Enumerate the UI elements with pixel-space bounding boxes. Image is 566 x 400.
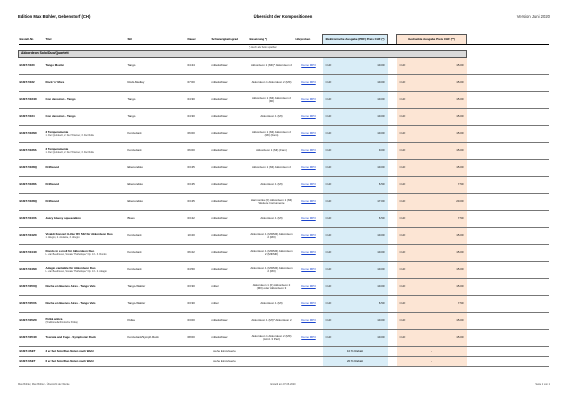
table-row xyxy=(19,279,549,296)
print-currency: CHF xyxy=(397,330,421,347)
duration-cell: 03:45 xyxy=(187,160,211,177)
difficulty-cell: mittelschwer xyxy=(211,58,249,75)
pdf-price: 10.00 xyxy=(350,228,388,245)
order-number: BUET-5036S xyxy=(19,143,45,160)
instrumentation-cell: Akkordeon 1 Akkordeon 2 (MII) (Acrd. 3 Part) xyxy=(249,330,295,347)
table-row xyxy=(19,177,549,194)
instrumentation-cell: Akkordeon 1 (MI)* Akkordeon 2 xyxy=(249,313,295,330)
order-number: BUET-5044D xyxy=(19,245,45,262)
print-discount: - xyxy=(397,347,467,357)
set-title: 6 er Set Solo/Duo Noten nach Wahl xyxy=(45,357,127,367)
duration-cell: 06:22 xyxy=(187,245,211,262)
order-number: BUET-5050Q xyxy=(19,279,45,296)
piece-subtitle: L. van Beethoven, Sonate "Pathétique" Op. 13 - 2. Adagio xyxy=(45,270,107,273)
instrumentation-cell: Akkordeon 1 (MI) Akkordeon 2 xyxy=(249,160,295,177)
pdf-price: 10.00 xyxy=(350,109,388,126)
duration-cell: 04:30 xyxy=(187,109,211,126)
table-row xyxy=(19,262,549,279)
pdf-currency: CHF xyxy=(323,143,350,160)
piece-title: Polkà antica (Traditionelle/Finnische Polka) xyxy=(45,313,127,330)
order-number: BUET-5030 xyxy=(19,58,45,75)
instrumentation-cell: Akkordeon 1 (MII/MII) Akkordeon 2 (MII) xyxy=(249,262,295,279)
table-row xyxy=(19,357,549,367)
style-cell: Ebenundsto xyxy=(127,177,187,194)
style-cell: Tango xyxy=(127,92,187,109)
instrumentation-cell: Akkordeon 1 (F) Akkordeon 2 (MII) oder Akkordeon 3 xyxy=(249,279,295,296)
order-number: BUET-5040S xyxy=(19,211,45,228)
audio-sample-link[interactable]: Demo MP3 xyxy=(295,313,323,330)
pdf-currency: CHF xyxy=(323,126,350,143)
difficulty-cell: mittelschwer xyxy=(211,330,249,347)
pdf-price: 10.00 xyxy=(350,245,388,262)
pdf-currency: CHF xyxy=(323,75,350,92)
print-price: 15.00 xyxy=(421,143,467,160)
style-cell: Ebenundsto xyxy=(127,194,187,211)
order-number: BUET-5042D xyxy=(19,228,45,245)
print-currency: CHF xyxy=(397,160,421,177)
audio-sample-link[interactable]: Demo MP3 xyxy=(295,194,323,211)
audio-sample-link[interactable]: Demo MP3 xyxy=(295,75,323,92)
duration-cell: 10:20 xyxy=(187,228,211,245)
order-number: BUET-5038Q xyxy=(19,160,45,177)
pdf-currency: CHF xyxy=(323,296,350,313)
style-cell: Konzertant xyxy=(127,126,187,143)
order-number: BUET-5034 xyxy=(19,109,45,126)
order-number: BUET-3SET xyxy=(19,347,45,357)
order-number: BUET-5050S xyxy=(19,296,45,313)
piece-title: Con devozion - Tango xyxy=(45,92,127,109)
table-row xyxy=(19,160,549,177)
version-label: Version Juni 2020 xyxy=(516,14,550,19)
page-title: Übersicht der Kompositionen xyxy=(253,14,313,19)
audio-sample-link[interactable]: Demo MP3 xyxy=(295,126,323,143)
set-note: siehe Einzelwerte xyxy=(127,357,323,367)
duration-cell: 04:50 xyxy=(187,262,211,279)
pdf-price: 10.00 xyxy=(350,92,388,109)
duration-cell: 03:30 xyxy=(187,296,211,313)
pdf-price: 6.50 xyxy=(350,211,388,228)
table-row xyxy=(19,75,549,92)
duration-cell: 04:30 xyxy=(187,92,211,109)
audio-sample-link[interactable]: Demo MP3 xyxy=(295,109,323,126)
print-price: 15.00 xyxy=(421,330,467,347)
print-currency: CHF xyxy=(397,245,421,262)
compositions-table xyxy=(18,34,549,367)
table-row xyxy=(19,228,549,245)
print-currency: CHF xyxy=(397,143,421,160)
pdf-price: 10.00 xyxy=(350,126,388,143)
audio-sample-link[interactable]: Demo MP3 xyxy=(295,177,323,194)
order-number: BUET-5036D xyxy=(19,126,45,143)
style-cell: Tango-Walzer xyxy=(127,296,187,313)
style-cell: Ebenundsto xyxy=(127,160,187,177)
audio-sample-link[interactable]: Demo MP3 xyxy=(295,228,323,245)
pdf-currency: CHF xyxy=(323,194,350,211)
instrumentation-cell: Akkordeon 1 (MI) (Fam) xyxy=(249,143,295,160)
pdf-price: 10.00 xyxy=(350,262,388,279)
pdf-currency: CHF xyxy=(323,279,350,296)
col-print-price: Gedruckte Ausgabe Preis CHF (**) xyxy=(397,35,467,45)
print-price: 15.00 xyxy=(421,75,467,92)
table-row xyxy=(19,126,549,143)
pdf-currency: CHF xyxy=(323,330,350,347)
order-number: BUET-5052D xyxy=(19,313,45,330)
order-number: BUET-5034D xyxy=(19,92,45,109)
col-bestell: Bestell-Nr. xyxy=(19,35,45,45)
table-row xyxy=(19,347,549,357)
instrumentation-cell: Akkordeon 1 (MI) xyxy=(249,296,295,313)
instrumentation-cell: Akkordeon 1 (MI) xyxy=(249,211,295,228)
print-price: 15.00 xyxy=(421,245,467,262)
difficulty-cell: mittelschwer xyxy=(211,75,249,92)
pdf-currency: CHF xyxy=(323,228,350,245)
difficulty-cell: mittelschwer xyxy=(211,313,249,330)
difficulty-cell: mittelschwer xyxy=(211,109,249,126)
instrumentation-cell: Harmonika (F) Akkordeon 1 (MI) Weitere Instrumente xyxy=(249,194,295,211)
duration-cell: 04:44 xyxy=(187,58,211,75)
piece-title: Rock 'n' More xyxy=(45,75,127,92)
print-price: 7.50 xyxy=(421,296,467,313)
style-cell: Tango xyxy=(127,58,187,75)
print-currency: CHF xyxy=(397,279,421,296)
table-row xyxy=(19,211,549,228)
print-price: 7.50 xyxy=(421,177,467,194)
pdf-currency: CHF xyxy=(323,58,350,75)
instrumentation-cell: Akkordeon 1 (MII)* Akkordeon 2 xyxy=(249,58,295,75)
style-cell: Konzertant xyxy=(127,143,187,160)
audio-sample-link[interactable]: Demo MP3 xyxy=(295,262,323,279)
piece-title: Driftwood xyxy=(45,160,127,177)
piece-title: Toccata and Fuge - Symphonic Rock xyxy=(45,330,127,347)
difficulty-cell: mittelschwer xyxy=(211,194,249,211)
duration-cell: 03:30 xyxy=(187,279,211,296)
style-cell: Polka xyxy=(127,313,187,330)
print-price: 15.00 xyxy=(421,109,467,126)
pdf-currency: CHF xyxy=(323,313,350,330)
difficulty-cell: mittelschwer xyxy=(211,228,249,245)
pdf-price: 10.00 xyxy=(350,58,388,75)
pdf-discount: 20 % Rabatt xyxy=(323,357,388,367)
section-header: Akkordeon Solo/Duo/Quartett xyxy=(19,51,549,58)
print-price: 15.00 xyxy=(421,279,467,296)
duration-cell: 03:45 xyxy=(187,177,211,194)
table-row xyxy=(19,109,549,126)
table-row xyxy=(19,58,549,75)
print-price: 20.00 xyxy=(421,194,467,211)
piece-subtitle: 1. Der Quirukelz, 2. Der Träumer, 3. Der Rolle xyxy=(45,151,94,154)
style-cell: Tango-Walzer xyxy=(127,279,187,296)
duration-cell: 08:00 xyxy=(187,330,211,347)
difficulty-cell: mittelschwer xyxy=(211,177,249,194)
pdf-price: 10.00 xyxy=(350,313,388,330)
footer-center: Erstellt am 07.06.2020 xyxy=(270,383,296,386)
pdf-price: 17.00 xyxy=(350,194,388,211)
set-title: 3 er Set Solo/Duo Noten nach Wahl xyxy=(45,347,127,357)
instrumentation-cell: Akkordeon 1 Akkordeon 2 (MII) xyxy=(249,75,295,92)
print-price: 15.00 xyxy=(421,262,467,279)
order-number: BUET-5032 xyxy=(19,75,45,92)
table-row xyxy=(19,143,549,160)
difficulty-cell: mittel xyxy=(211,296,249,313)
pdf-currency: CHF xyxy=(323,262,350,279)
instrumentation-cell: Akkordeon 1 (MI) Akkordeon 2 (MI) xyxy=(249,92,295,109)
order-number: BUET-5038S xyxy=(19,177,45,194)
col-hoerproben: Hörproben xyxy=(295,35,323,45)
instrumentation-cell: Akkordeon 1 (MI) xyxy=(249,109,295,126)
col-grad: Schwierigkeitsgrad xyxy=(211,35,249,45)
print-price: 15.00 xyxy=(421,92,467,109)
print-price: 15.00 xyxy=(421,313,467,330)
piece-title: Noche en Buenos Aires - Tango Vals xyxy=(45,279,127,296)
instrumentation-cell: Akkordeon 1 (MI) xyxy=(249,177,295,194)
publisher-name: Edition Max Bühler, Gebenstorf (CH) xyxy=(18,14,91,19)
order-number: BUET-5054D xyxy=(19,330,45,347)
piece-subtitle: L. van Beethoven, Sonate "Pathétique" Op. 13 - 3. Rondo xyxy=(45,253,107,256)
pdf-currency: CHF xyxy=(323,245,350,262)
style-cell: Tango xyxy=(127,109,187,126)
print-currency: CHF xyxy=(397,211,421,228)
style-cell: Konzertant xyxy=(127,228,187,245)
print-currency: CHF xyxy=(397,126,421,143)
instrumentation-cell: Akkordeon 1 (MII/MII) Akkordeon 2 (MII) xyxy=(249,228,295,245)
duration-cell: 03:00 xyxy=(187,313,211,330)
pdf-price: 9.00 xyxy=(350,143,388,160)
print-currency: CHF xyxy=(397,262,421,279)
style-cell: Konzertant xyxy=(127,245,187,262)
style-cell: Konzertant/Symph.Rock xyxy=(127,330,187,347)
footer-right: Seite 1 von 1 xyxy=(535,383,550,386)
piece-title: 3 Temperamente 1. Der Quirukelz, 2. Der Träumer, 3. Der Rolle xyxy=(45,143,127,160)
pdf-currency: CHF xyxy=(323,211,350,228)
print-currency: CHF xyxy=(397,109,421,126)
pdf-currency: CHF xyxy=(323,177,350,194)
style-cell: Konzertant xyxy=(127,262,187,279)
table-row xyxy=(19,92,549,109)
piece-title: Driftwood xyxy=(45,194,127,211)
pdf-price: 6.50 xyxy=(350,177,388,194)
order-number: BUET-5038Q xyxy=(19,194,45,211)
print-price: 15.00 xyxy=(421,160,467,177)
difficulty-cell: mittelschwer xyxy=(211,143,249,160)
piece-title: Adagio cantabile für Akkordeon Duo L. van Beethoven, Sonate "Pathétique" Op. 13 - 2. Adagio xyxy=(45,262,127,279)
col-stil: Stil xyxy=(127,35,187,45)
instrumentation-cell: Akkordeon 1 (MII/MII) Akkordeon 2 (MII/MII) xyxy=(249,245,295,262)
print-currency: CHF xyxy=(397,177,421,194)
table-row xyxy=(19,194,549,211)
table-row xyxy=(19,245,549,262)
difficulty-cell: mittelschwer xyxy=(211,262,249,279)
piece-subtitle: (Traditionelle/Finnische Polka) xyxy=(45,321,78,324)
print-price: 15.00 xyxy=(421,228,467,245)
duration-cell: 06:00 xyxy=(187,126,211,143)
col-pdf-price: Elektronische Ausgabe (PDF) Preis CHF (*) xyxy=(323,35,388,45)
instrumentation-cell: Akkordeon 1 (MI) Akkordeon 2 (MI) (Fam) xyxy=(249,126,295,143)
piece-title: 3 Temperamente 1. Der Quirukelz, 2. Der Träumer, 3. Der Rolle xyxy=(45,126,127,143)
print-price: 7.50 xyxy=(421,211,467,228)
table-row xyxy=(19,296,549,313)
difficulty-cell: mittelschwer xyxy=(211,92,249,109)
audio-sample-link[interactable]: Demo MP3 xyxy=(295,279,323,296)
audio-sample-link[interactable]: Demo MP3 xyxy=(295,92,323,109)
print-price: 15.00 xyxy=(421,126,467,143)
difficulty-cell: mittelschwer xyxy=(211,245,249,262)
duration-cell: 03:42 xyxy=(187,211,211,228)
audio-sample-link[interactable]: Demo MP3 xyxy=(295,330,323,347)
audio-sample-link[interactable]: Demo MP3 xyxy=(295,143,323,160)
table-header-row xyxy=(19,35,549,45)
difficulty-cell: mittelschwer xyxy=(211,160,249,177)
print-currency: CHF xyxy=(397,75,421,92)
audio-sample-link[interactable]: Demo MP3 xyxy=(295,58,323,75)
difficulty-cell: mittelschwer xyxy=(211,211,249,228)
pdf-price: 6.50 xyxy=(350,296,388,313)
print-currency: CHF xyxy=(397,296,421,313)
difficulty-cell: mittel xyxy=(211,279,249,296)
pdf-currency: CHF xyxy=(323,160,350,177)
table-row xyxy=(19,330,549,347)
print-currency: CHF xyxy=(397,58,421,75)
duration-cell: 06:00 xyxy=(187,143,211,160)
print-currency: CHF xyxy=(397,92,421,109)
style-cell: Blues xyxy=(127,211,187,228)
print-currency: CHF xyxy=(397,313,421,330)
pdf-currency: CHF xyxy=(323,92,350,109)
pdf-currency: CHF xyxy=(323,109,350,126)
col-besetzung: Besetzung *) xyxy=(249,35,295,45)
col-titel: Titel xyxy=(45,35,127,45)
pdf-price: 10.00 xyxy=(350,330,388,347)
piece-title: Con devozion - Tango xyxy=(45,109,127,126)
col-dauer: Dauer xyxy=(187,35,211,45)
piece-title: Rondo in c-moll für Akkordeon Duo L. van Beethoven, Sonate "Pathétique" Op. 13 - 3. Rondo xyxy=(45,245,127,262)
pdf-price: 10.00 xyxy=(350,75,388,92)
table-row xyxy=(19,313,549,330)
piece-subtitle: 1. Allegro, 2. Andante, 3. Allegro xyxy=(45,236,80,239)
set-note: siehe Einzelwerte xyxy=(127,347,323,357)
solo-note: *) Auch als Solo spielbar xyxy=(248,45,277,49)
audio-sample-link[interactable]: Demo MP3 xyxy=(295,211,323,228)
style-cell: Rock-Medley xyxy=(127,75,187,92)
difficulty-cell: mittelschwer xyxy=(211,126,249,143)
piece-title: Noche en Buenos Aires - Tango Vals xyxy=(45,296,127,313)
pdf-discount: 10 % Rabatt xyxy=(323,347,388,357)
piece-subtitle: 1. Der Quirukelz, 2. Der Träumer, 3. Der Rolle xyxy=(45,134,94,137)
pdf-price: 10.00 xyxy=(350,160,388,177)
print-price: 15.00 xyxy=(421,58,467,75)
order-number: BUET-6SET xyxy=(19,357,45,367)
piece-title: Tango Mocité xyxy=(45,58,127,75)
footer-left: Max Bühler, Max Bühler - Übersicht der Werke xyxy=(18,383,70,386)
print-currency: CHF xyxy=(397,194,421,211)
audio-sample-link[interactable]: Demo MP3 xyxy=(295,160,323,177)
audio-sample-link[interactable]: Demo MP3 xyxy=(295,245,323,262)
piece-title: Jazzy bluesy squeezeBox xyxy=(45,211,127,228)
duration-cell: 03:45 xyxy=(187,194,211,211)
audio-sample-link[interactable]: Demo MP3 xyxy=(295,296,323,313)
duration-cell: 07:00 xyxy=(187,75,211,92)
order-number: BUET-5046D xyxy=(19,262,45,279)
piece-title: Driftwood xyxy=(45,177,127,194)
print-discount: - xyxy=(397,357,467,367)
print-currency: CHF xyxy=(397,228,421,245)
piece-title: Vivaldi Konzert G-Dur RV 532 für Akkordeon Duo 1. Allegro, 2. Andante, 3. Allegro xyxy=(45,228,127,245)
pdf-price: 10.00 xyxy=(350,279,388,296)
